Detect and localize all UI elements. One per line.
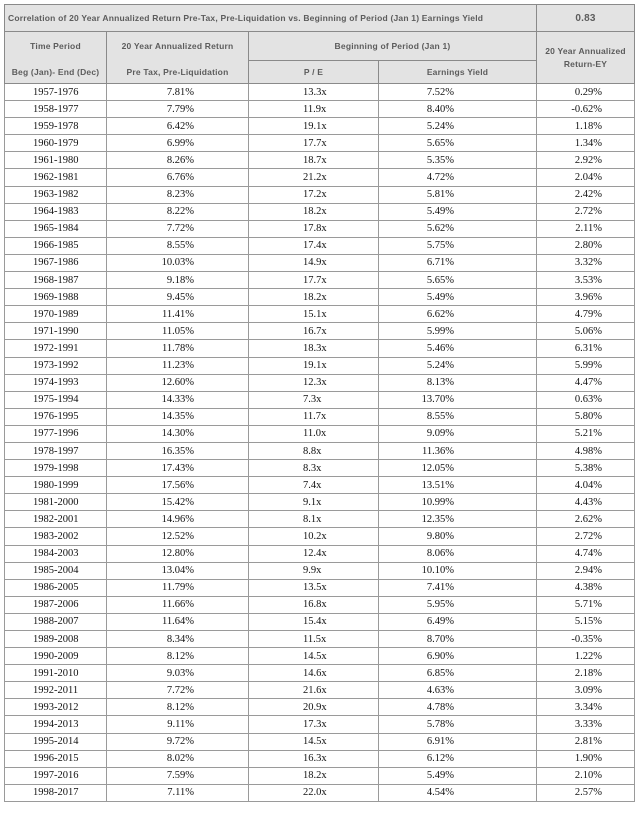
return-minus-ey-cell: 2.62%	[537, 511, 635, 528]
return-minus-ey-cell: 2.10%	[537, 767, 635, 784]
earnings-yield-cell: 5.78%	[379, 716, 537, 733]
earnings-yield-cell: 13.51%	[379, 477, 537, 494]
return-cell: 11.78%	[107, 340, 249, 357]
earnings-yield-cell: 12.05%	[379, 460, 537, 477]
period-cell: 1992-2011	[5, 682, 107, 699]
table-row	[5, 84, 635, 101]
pe-cell: 9.1x	[249, 494, 379, 511]
pe-cell: 19.1x	[249, 357, 379, 374]
return-minus-ey-cell: 2.18%	[537, 665, 635, 682]
pe-cell: 13.5x	[249, 579, 379, 596]
pe-cell: 11.0x	[249, 425, 379, 442]
earnings-yield-cell: 5.24%	[379, 118, 537, 135]
return-cell: 7.11%	[107, 784, 249, 801]
return-cell: 8.22%	[107, 203, 249, 220]
period-cell: 1957-1976	[5, 84, 107, 101]
table-row	[5, 477, 635, 494]
return-minus-ey-header-line2: Return-EY	[563, 58, 608, 69]
earnings-yield-cell: 5.99%	[379, 323, 537, 340]
earnings-yield-cell: 5.49%	[379, 203, 537, 220]
return-cell: 11.66%	[107, 596, 249, 613]
return-minus-ey-cell: 2.11%	[537, 220, 635, 237]
period-cell: 1961-1980	[5, 152, 107, 169]
table-row	[5, 545, 635, 562]
return-cell: 11.79%	[107, 579, 249, 596]
earnings-yield-cell: 4.54%	[379, 784, 537, 801]
earnings-yield-cell: 7.41%	[379, 579, 537, 596]
table-row	[5, 631, 635, 648]
return-cell: 12.60%	[107, 374, 249, 391]
period-cell: 1982-2001	[5, 511, 107, 528]
returns-table-container	[4, 4, 634, 802]
return-cell: 8.12%	[107, 699, 249, 716]
table-row	[5, 408, 635, 425]
period-cell: 1964-1983	[5, 203, 107, 220]
table-row	[5, 460, 635, 477]
table-row	[5, 562, 635, 579]
return-minus-ey-cell: 2.72%	[537, 203, 635, 220]
table-row	[5, 613, 635, 630]
return-cell: 10.03%	[107, 254, 249, 271]
earnings-yield-cell: 4.78%	[379, 699, 537, 716]
pe-cell: 15.1x	[249, 306, 379, 323]
period-cell: 1974-1993	[5, 374, 107, 391]
pe-cell: 17.4x	[249, 237, 379, 254]
table-row	[5, 289, 635, 306]
period-cell: 1996-2015	[5, 750, 107, 767]
earnings-yield-cell: 5.95%	[379, 596, 537, 613]
period-cell: 1969-1988	[5, 289, 107, 306]
return-minus-ey-cell: 0.63%	[537, 391, 635, 408]
table-row	[5, 579, 635, 596]
table-row	[5, 340, 635, 357]
earnings-yield-cell: 9.09%	[379, 425, 537, 442]
table-row	[5, 357, 635, 374]
table-row	[5, 323, 635, 340]
period-cell: 1978-1997	[5, 442, 107, 459]
beginning-of-period-header: Beginning of Period (Jan 1)	[249, 32, 537, 61]
period-cell: 1963-1982	[5, 186, 107, 203]
period-cell: 1997-2016	[5, 767, 107, 784]
table-row	[5, 237, 635, 254]
return-cell: 12.52%	[107, 528, 249, 545]
return-minus-ey-cell: 5.38%	[537, 460, 635, 477]
time-period-header: Time Period	[5, 32, 107, 61]
pe-cell: 9.9x	[249, 562, 379, 579]
period-cell: 1977-1996	[5, 425, 107, 442]
return-cell: 16.35%	[107, 442, 249, 459]
header-row-1	[5, 32, 635, 61]
pe-cell: 10.2x	[249, 528, 379, 545]
return-minus-ey-cell: 2.80%	[537, 237, 635, 254]
pe-cell: 11.9x	[249, 101, 379, 118]
return-minus-ey-header	[537, 32, 635, 84]
earnings-yield-cell: 4.72%	[379, 169, 537, 186]
table-row	[5, 699, 635, 716]
table-row	[5, 152, 635, 169]
pe-cell: 22.0x	[249, 784, 379, 801]
pe-cell: 17.8x	[249, 220, 379, 237]
return-cell: 17.43%	[107, 460, 249, 477]
return-cell: 9.11%	[107, 716, 249, 733]
earnings-yield-cell: 6.85%	[379, 665, 537, 682]
earnings-yield-cell: 6.49%	[379, 613, 537, 630]
return-minus-ey-cell: 5.21%	[537, 425, 635, 442]
pe-cell: 12.4x	[249, 545, 379, 562]
return-cell: 7.81%	[107, 84, 249, 101]
return-minus-ey-cell: 0.29%	[537, 84, 635, 101]
return-cell: 17.56%	[107, 477, 249, 494]
pe-cell: 17.2x	[249, 186, 379, 203]
period-cell: 1962-1981	[5, 169, 107, 186]
table-row	[5, 254, 635, 271]
pe-cell: 16.8x	[249, 596, 379, 613]
earnings-yield-cell: 6.91%	[379, 733, 537, 750]
return-minus-ey-cell: 4.74%	[537, 545, 635, 562]
period-cell: 1973-1992	[5, 357, 107, 374]
time-period-subheader: Beg (Jan)- End (Dec)	[5, 61, 107, 84]
pe-cell: 18.3x	[249, 340, 379, 357]
earnings-yield-cell: 5.62%	[379, 220, 537, 237]
period-cell: 1971-1990	[5, 323, 107, 340]
period-cell: 1968-1987	[5, 272, 107, 289]
table-row	[5, 511, 635, 528]
table-row	[5, 169, 635, 186]
earnings-yield-cell: 8.55%	[379, 408, 537, 425]
pe-cell: 16.7x	[249, 323, 379, 340]
return-minus-ey-cell: -0.62%	[537, 101, 635, 118]
earnings-yield-cell: 6.90%	[379, 648, 537, 665]
period-cell: 1983-2002	[5, 528, 107, 545]
return-cell: 8.34%	[107, 631, 249, 648]
earnings-yield-cell: 5.65%	[379, 272, 537, 289]
earnings-yield-cell: 6.12%	[379, 750, 537, 767]
period-cell: 1995-2014	[5, 733, 107, 750]
return-minus-ey-cell: 4.38%	[537, 579, 635, 596]
return-minus-ey-cell: 5.99%	[537, 357, 635, 374]
period-cell: 1990-2009	[5, 648, 107, 665]
table-row	[5, 118, 635, 135]
pe-cell: 18.2x	[249, 767, 379, 784]
return-cell: 9.18%	[107, 272, 249, 289]
period-cell: 1991-2010	[5, 665, 107, 682]
pe-cell: 8.3x	[249, 460, 379, 477]
return-minus-ey-cell: 1.22%	[537, 648, 635, 665]
period-cell: 1959-1978	[5, 118, 107, 135]
pe-cell: 20.9x	[249, 699, 379, 716]
return-cell: 15.42%	[107, 494, 249, 511]
pe-cell: 7.3x	[249, 391, 379, 408]
return-cell: 8.12%	[107, 648, 249, 665]
return-minus-ey-cell: 5.80%	[537, 408, 635, 425]
return-minus-ey-cell: 5.71%	[537, 596, 635, 613]
table-row	[5, 494, 635, 511]
earnings-yield-cell: 5.49%	[379, 767, 537, 784]
earnings-yield-cell: 12.35%	[379, 511, 537, 528]
table-row	[5, 648, 635, 665]
table-row	[5, 442, 635, 459]
pe-cell: 18.7x	[249, 152, 379, 169]
earnings-yield-cell: 5.75%	[379, 237, 537, 254]
return-cell: 14.30%	[107, 425, 249, 442]
table-row	[5, 272, 635, 289]
return-cell: 11.05%	[107, 323, 249, 340]
return-cell: 9.72%	[107, 733, 249, 750]
pe-cell: 17.3x	[249, 716, 379, 733]
table-row	[5, 101, 635, 118]
table-body	[5, 84, 635, 802]
pe-cell: 18.2x	[249, 203, 379, 220]
return-minus-ey-cell: 3.53%	[537, 272, 635, 289]
return-cell: 7.59%	[107, 767, 249, 784]
period-cell: 1979-1998	[5, 460, 107, 477]
earnings-yield-cell: 5.49%	[379, 289, 537, 306]
pe-cell: 14.5x	[249, 733, 379, 750]
period-cell: 1987-2006	[5, 596, 107, 613]
period-cell: 1993-2012	[5, 699, 107, 716]
table-row	[5, 665, 635, 682]
earnings-yield-cell: 8.06%	[379, 545, 537, 562]
period-cell: 1988-2007	[5, 613, 107, 630]
table-row	[5, 784, 635, 801]
period-cell: 1994-2013	[5, 716, 107, 733]
earnings-yield-header: Earnings Yield	[379, 61, 537, 84]
return-minus-ey-cell: 3.09%	[537, 682, 635, 699]
return-minus-ey-cell: 2.57%	[537, 784, 635, 801]
period-cell: 1989-2008	[5, 631, 107, 648]
table-row	[5, 733, 635, 750]
return-subheader: Pre Tax, Pre-Liquidation	[107, 61, 249, 84]
period-cell: 1965-1984	[5, 220, 107, 237]
pe-cell: 14.6x	[249, 665, 379, 682]
return-header: 20 Year Annualized Return	[107, 32, 249, 61]
pe-cell: 12.3x	[249, 374, 379, 391]
correlation-value: 0.83	[537, 5, 635, 32]
return-cell: 6.42%	[107, 118, 249, 135]
return-cell: 8.02%	[107, 750, 249, 767]
period-cell: 1981-2000	[5, 494, 107, 511]
period-cell: 1980-1999	[5, 477, 107, 494]
earnings-yield-cell: 10.99%	[379, 494, 537, 511]
pe-cell: 16.3x	[249, 750, 379, 767]
period-cell: 1998-2017	[5, 784, 107, 801]
table-row	[5, 203, 635, 220]
table-header	[5, 5, 635, 84]
return-cell: 8.23%	[107, 186, 249, 203]
earnings-yield-cell: 5.35%	[379, 152, 537, 169]
pe-cell: 11.5x	[249, 631, 379, 648]
return-minus-ey-header-line1: 20 Year Annualized	[545, 45, 626, 56]
pe-cell: 13.3x	[249, 84, 379, 101]
return-minus-ey-cell: 1.34%	[537, 135, 635, 152]
table-row	[5, 528, 635, 545]
return-minus-ey-cell: 3.34%	[537, 699, 635, 716]
earnings-yield-cell: 5.46%	[379, 340, 537, 357]
return-minus-ey-cell: 2.81%	[537, 733, 635, 750]
period-cell: 1966-1985	[5, 237, 107, 254]
table-row	[5, 425, 635, 442]
return-cell: 7.72%	[107, 682, 249, 699]
table-row	[5, 750, 635, 767]
pe-cell: 14.5x	[249, 648, 379, 665]
table-row	[5, 135, 635, 152]
table-row	[5, 391, 635, 408]
pe-cell: 18.2x	[249, 289, 379, 306]
return-minus-ey-cell: 4.04%	[537, 477, 635, 494]
return-cell: 8.26%	[107, 152, 249, 169]
table-row	[5, 306, 635, 323]
period-cell: 1985-2004	[5, 562, 107, 579]
return-minus-ey-cell: 2.42%	[537, 186, 635, 203]
period-cell: 1984-2003	[5, 545, 107, 562]
period-cell: 1972-1991	[5, 340, 107, 357]
earnings-yield-cell: 11.36%	[379, 442, 537, 459]
period-cell: 1958-1977	[5, 101, 107, 118]
pe-cell: 7.4x	[249, 477, 379, 494]
return-cell: 9.03%	[107, 665, 249, 682]
return-cell: 8.55%	[107, 237, 249, 254]
return-minus-ey-cell: 1.90%	[537, 750, 635, 767]
pe-cell: 21.2x	[249, 169, 379, 186]
return-cell: 6.76%	[107, 169, 249, 186]
table-row	[5, 767, 635, 784]
return-minus-ey-cell: 2.72%	[537, 528, 635, 545]
pe-cell: 17.7x	[249, 272, 379, 289]
earnings-yield-cell: 8.13%	[379, 374, 537, 391]
return-minus-ey-cell: 3.96%	[537, 289, 635, 306]
return-cell: 6.99%	[107, 135, 249, 152]
table-row	[5, 596, 635, 613]
return-cell: 7.72%	[107, 220, 249, 237]
table-row	[5, 220, 635, 237]
earnings-yield-cell: 9.80%	[379, 528, 537, 545]
return-minus-ey-cell: 1.18%	[537, 118, 635, 135]
pe-cell: 19.1x	[249, 118, 379, 135]
return-cell: 7.79%	[107, 101, 249, 118]
table-row	[5, 716, 635, 733]
return-cell: 11.64%	[107, 613, 249, 630]
period-cell: 1986-2005	[5, 579, 107, 596]
period-cell: 1970-1989	[5, 306, 107, 323]
pe-cell: 8.8x	[249, 442, 379, 459]
table-title: Correlation of 20 Year Annualized Return Pre-Tax, Pre-Liquidation vs. Beginning of Period (Jan 1) Earnings Yield	[5, 5, 537, 32]
earnings-yield-cell: 8.70%	[379, 631, 537, 648]
earnings-yield-cell: 6.71%	[379, 254, 537, 271]
pe-cell: 8.1x	[249, 511, 379, 528]
returns-vs-earnings-yield-table	[4, 4, 635, 802]
pe-cell: 14.9x	[249, 254, 379, 271]
return-cell: 11.23%	[107, 357, 249, 374]
period-cell: 1960-1979	[5, 135, 107, 152]
earnings-yield-cell: 6.62%	[379, 306, 537, 323]
return-minus-ey-cell: 2.92%	[537, 152, 635, 169]
return-cell: 14.33%	[107, 391, 249, 408]
return-minus-ey-cell: -0.35%	[537, 631, 635, 648]
table-row	[5, 374, 635, 391]
return-cell: 14.96%	[107, 511, 249, 528]
return-minus-ey-cell: 4.98%	[537, 442, 635, 459]
return-minus-ey-cell: 5.15%	[537, 613, 635, 630]
earnings-yield-cell: 5.65%	[379, 135, 537, 152]
pe-header: P / E	[249, 61, 379, 84]
return-cell: 11.41%	[107, 306, 249, 323]
table-row	[5, 682, 635, 699]
return-minus-ey-cell: 3.32%	[537, 254, 635, 271]
return-cell: 9.45%	[107, 289, 249, 306]
period-cell: 1976-1995	[5, 408, 107, 425]
return-minus-ey-cell: 3.33%	[537, 716, 635, 733]
table-row	[5, 186, 635, 203]
title-row	[5, 5, 635, 32]
period-cell: 1975-1994	[5, 391, 107, 408]
return-minus-ey-cell: 2.04%	[537, 169, 635, 186]
period-cell: 1967-1986	[5, 254, 107, 271]
earnings-yield-cell: 5.81%	[379, 186, 537, 203]
return-minus-ey-cell: 4.43%	[537, 494, 635, 511]
return-minus-ey-cell: 4.47%	[537, 374, 635, 391]
return-cell: 13.04%	[107, 562, 249, 579]
return-minus-ey-cell: 5.06%	[537, 323, 635, 340]
earnings-yield-cell: 7.52%	[379, 84, 537, 101]
pe-cell: 15.4x	[249, 613, 379, 630]
pe-cell: 11.7x	[249, 408, 379, 425]
pe-cell: 21.6x	[249, 682, 379, 699]
earnings-yield-cell: 13.70%	[379, 391, 537, 408]
return-minus-ey-cell: 2.94%	[537, 562, 635, 579]
return-minus-ey-cell: 4.79%	[537, 306, 635, 323]
pe-cell: 17.7x	[249, 135, 379, 152]
earnings-yield-cell: 4.63%	[379, 682, 537, 699]
earnings-yield-cell: 10.10%	[379, 562, 537, 579]
return-cell: 12.80%	[107, 545, 249, 562]
return-cell: 14.35%	[107, 408, 249, 425]
earnings-yield-cell: 5.24%	[379, 357, 537, 374]
earnings-yield-cell: 8.40%	[379, 101, 537, 118]
return-minus-ey-cell: 6.31%	[537, 340, 635, 357]
